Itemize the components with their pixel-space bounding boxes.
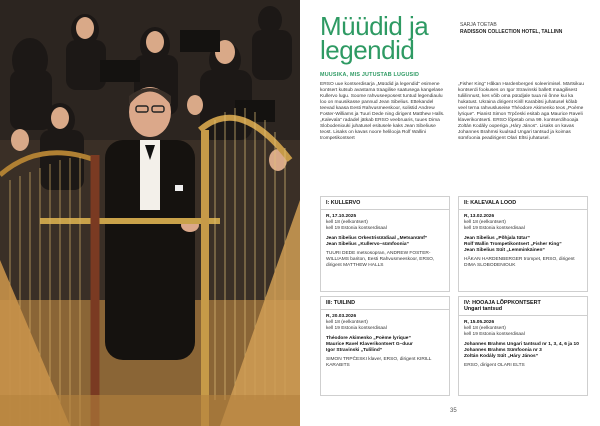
- program-item: Johannes Brahms Ungari tantsud nr 1, 3, 4, 6 ja 10: [464, 341, 579, 347]
- concert-performers: TUURI DEDE metsosopran, ANDREW FOSTER-WILLIAMS bariton, Eesti Rahvusmeeskoor, ERSO, dirigent MATTHEW HALLS: [326, 251, 435, 268]
- concert-venue: kell 19 Estonia kontserdisaal: [326, 326, 387, 331]
- program-item: Jean Sibelius „Põhjala tütar”: [464, 235, 530, 241]
- concert-card-tulilind: [320, 296, 450, 396]
- concert-venue: kell 19 Estonia kontserdisaal: [464, 226, 525, 231]
- concert-time: kell 18 (eelkontsert): [464, 220, 506, 225]
- brochure-page: [300, 0, 600, 426]
- concert-heading-title: IV: HOOAJA LÕPPKONTSERT: [464, 300, 541, 306]
- page-number: 35: [450, 408, 457, 414]
- concert-card-season-finale: [458, 296, 588, 396]
- program-item: Jean Sibelius „Kullervo–sümfoonia”: [326, 241, 409, 247]
- program-item: Jean Sibelius Süit „Lemminkäinen”: [464, 247, 545, 253]
- concert-performers: SIMON TRPČESKI klaver, ERSO, dirigent KIRILL KARABITS: [326, 357, 432, 368]
- concert-card-kullervo: [320, 196, 450, 292]
- concert-card-kalevala: [458, 196, 588, 292]
- intro-paragraph-right: „Fisher King” Håkan Hardenbergeri soleerimisel. Märtsikuu kontserdi fookuses on Igor Stravinski ballett maagilisest tuliilinnust, kes võib oma püüdjale tuua nii õnne kui ka hukatust. Ukraina dirigent Kirill Karabitsi juhatusel kõlab veel terna rahvusluseise Théodore Akimenko teos „Poème lyrique”. Pianist Simon Trpčeski esitab aga Maurice Raveli klaverikontserti. ERSO lõpetab oma 99. kontserdihooaja Zoltán Kodály ooperiga „Háry János”. Lisaks on kavas Johannes Brahmsi kuulsad Ungari tantsud ja koimas sümfoonia peadirigent Olari Eltsi juhatusel.: [458, 82, 584, 142]
- program-item: Jean Sibelius Orkestrisüüdiaal „Metsanümf”: [326, 235, 428, 241]
- concert-date: R, 17.10.2025: [326, 214, 357, 219]
- sponsor-label: SARJA TOETAB: [460, 22, 497, 28]
- concert-date: R, 13.02.2026: [464, 214, 495, 219]
- concert-heading: [459, 297, 587, 316]
- concert-performers: HÅKAN HARDENBERGER trompet, ERSO, dirigent DIMA SLOBODENIOUK: [464, 257, 575, 268]
- concert-heading: III: TUILIND: [321, 297, 449, 310]
- sponsor-name: RADISSON COLLECTION HOTEL, TALLINN: [460, 28, 563, 35]
- concert-time: kell 18 (eelkontsert): [326, 320, 368, 325]
- concert-performers: ERSO, dirigent OLARI ELTS: [464, 363, 525, 368]
- page-title: Müüdid ja legendid: [320, 11, 429, 65]
- concert-heading: I: KULLERVO: [321, 197, 449, 210]
- program-item: Maurice Ravel Klaverikontsert G–duur: [326, 341, 413, 347]
- concert-heading-sub: Ungari tantsud: [464, 306, 503, 312]
- concert-date: R, 15.05.2026: [464, 320, 495, 325]
- concert-heading: II: KALEVALA LOOD: [459, 197, 587, 210]
- sponsor-note: [460, 22, 600, 35]
- program-item: Rolf Wallin Trompetikontsert „Fisher King”: [464, 241, 562, 247]
- concert-date: R, 20.03.2026: [326, 314, 357, 319]
- program-item: Zoltán Kodály Süit „Háry János”: [464, 353, 539, 359]
- program-item: Johannes Brahms Sümfoonia nr 3: [464, 347, 542, 353]
- series-subtitle: MUUSIKA, MIS JUTUSTAB LUGUSID: [320, 72, 420, 78]
- program-item: Théodore Akimenko „Poème lyrique”: [326, 335, 411, 341]
- concert-time: kell 18 (eelkontsert): [326, 220, 368, 225]
- concert-time: kell 18 (eelkontsert): [464, 326, 506, 331]
- concert-venue: kell 19 Estonia kontserdisaal: [464, 332, 525, 337]
- concert-venue: kell 19 Estonia kontserdisaal: [326, 226, 387, 231]
- program-item: Igor Stravinski „Tulilind”: [326, 347, 383, 353]
- intro-paragraph-left: ERSO uue kontserdisarja „Müüdid ja legendid” esimene kontsert kutsub avastama traagilise saatusega kangelase Kullervo lugu. Soome rahvuseeposest tuntud legendiaulu loo on muusikasse pannud Jean Sibelius. Ettekandel teevad kaasa Eesti Rahvusmeeskoor, solistid Andrew Foster-Williams ja Tuuri Dede ning dirigent Matthew Halls. „Kalevala” radadel jätkab ERSO veebruaris, tuues Dima Slobodeniouki juhatusel esitusele kaks Jean Sibeliuse teost. Lisaks on kavas noore heliloojа Rolf Wallini trompetikontsert: [320, 82, 445, 142]
